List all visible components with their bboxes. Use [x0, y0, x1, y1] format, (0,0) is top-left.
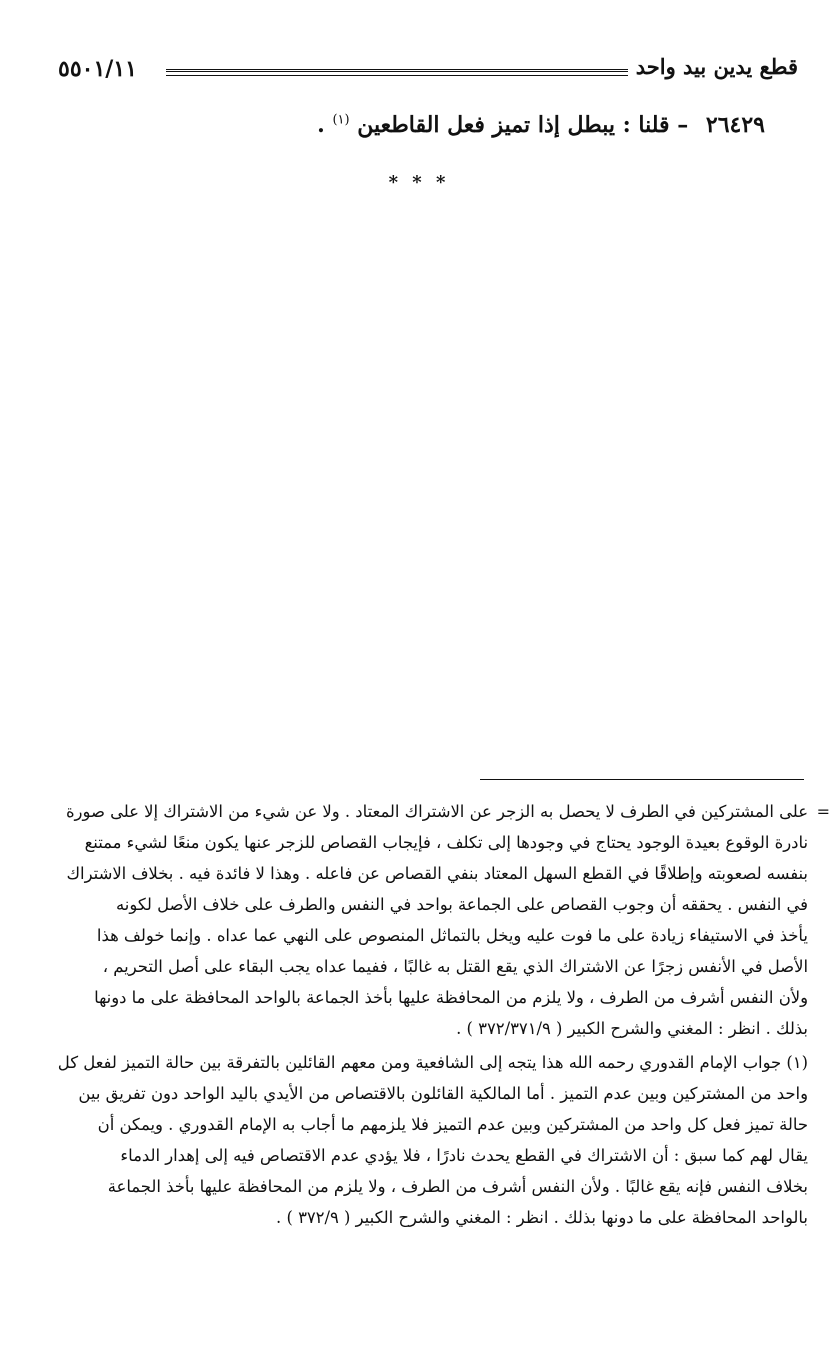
- footnote-continued: [40, 796, 808, 1044]
- footnote-line: بخلاف النفس فإنه يقع غالبًا . ولأن النفس أشرف من الطرف ، ولا يلزم من المحافظة عليها بأخذ الجماعة: [107, 1177, 808, 1196]
- footnote-line: ولأن النفس أشرف من الطرف ، ولا يلزم من المحافظة عليها بأخذ الجماعة بالواحد المحافظة على ما دونها: [94, 988, 808, 1007]
- footnote-line: بنفسه لصعوبته وإطلاقًا في القطع السهل المعتاد بنفي القصاص عن فاعله . وهذا لا فائدة فيه . بخلاف الاشتراك: [66, 864, 808, 883]
- footnote-line: بالواحد المحافظة على ما دونها بذلك . انظر : المغني والشرح الكبير ( ٣٧٢/٩ ) .: [276, 1208, 808, 1227]
- running-title: قطع يدين بيد واحد: [635, 54, 798, 79]
- footnote-line: على المشتركين في الطرف لا يحصل به الزجر عن الاشتراك المعتاد . ولا عن شيء من الاشتراك إلا على صورة: [65, 802, 808, 821]
- footnote-1: [40, 1047, 808, 1233]
- entry-number: ٢٦٤٢٩: [705, 112, 765, 138]
- footnotes: [40, 796, 808, 1233]
- issue-entry: [317, 112, 765, 138]
- footnote-line: الأصل في الأنفس زجرًا عن الاشتراك الذي يقع القتل به غالبًا ، ففيما عداه يجب البقاء على أصل التحريم ،: [102, 957, 808, 976]
- footnote-line: واحد من المشتركين وبين عدم التميز . أما المالكية القائلون بالاقتصاص من الأيدي باليد الواحد دون تفريق بين: [78, 1084, 808, 1103]
- footnote-rule: [480, 779, 804, 780]
- footnote-line: بذلك . انظر : المغني والشرح الكبير ( ٣٧٢/٣٧١/٩ ) .: [456, 1019, 808, 1038]
- section-separator: * * *: [388, 172, 450, 193]
- entry-end-period: .: [317, 112, 325, 138]
- footnote-line: في النفس . يحققه أن وجوب القصاص على الجماعة بواحد في النفس والطرف على خلاف الأصل لكونه: [116, 895, 808, 914]
- footnote-reference: (١): [332, 112, 350, 128]
- footnote-line: يقال لهم كما سبق : أن الاشتراك في القطع يحدث نادرًا ، فلا يؤدي عدم الاقتصاص فيه إلى إهدار الدماء: [120, 1146, 808, 1165]
- header-rule: [166, 69, 628, 72]
- page-header: [58, 52, 798, 88]
- footnote-line: نادرة الوقوع بعيدة الوجود يحتاج في وجودها إلى تكلف ، فإيجاب القصاص للزجر عنها يكون منعًا لشيء ممتنع: [84, 833, 808, 852]
- footnote-line: حالة تميز فعل كل واحد من المشتركين وبين عدم التميز فلا يلزمهم ما أجاب به الإمام القدوري . ويمكن أن: [97, 1115, 808, 1134]
- footnote-line: (١) جواب الإمام القدوري رحمه الله هذا يتجه إلى الشافعية ومن معهم القائلين بالتفرقة بين حالة التميز لفعل كل: [57, 1053, 808, 1072]
- continuation-mark: =: [816, 802, 830, 821]
- entry-text: قلنا : يبطل إذا تميز فعل القاطعين: [357, 112, 670, 138]
- page-number: ٥٥٠١/١١: [58, 56, 137, 82]
- footnote-line: يأخذ في الاستيفاء زيادة على ما فوت عليه ويخل بالتماثل المنصوص على النهي عما عداه . وإنما خولف هذا: [96, 926, 808, 945]
- entry-dash: –: [677, 112, 689, 138]
